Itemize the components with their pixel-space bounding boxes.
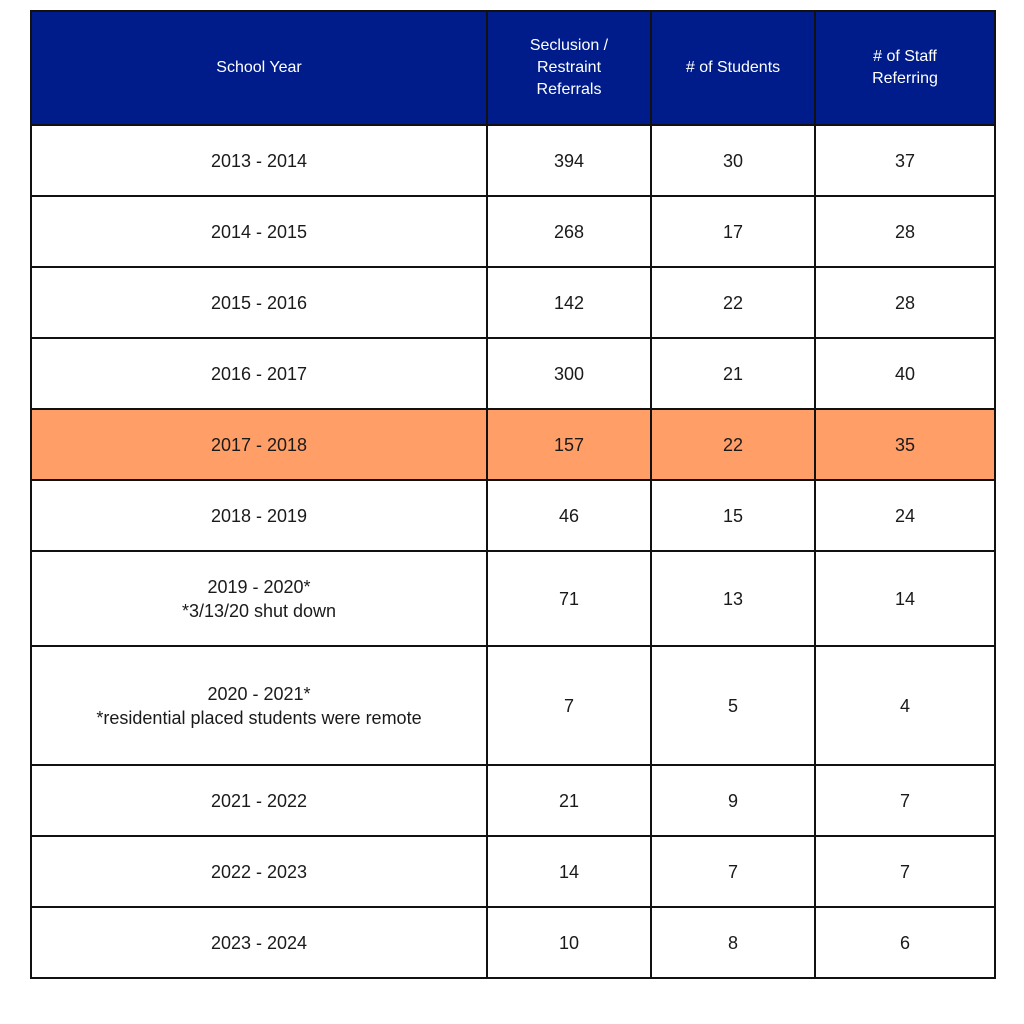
- cell-staff: 24: [815, 480, 995, 551]
- cell-referrals: 157: [487, 409, 651, 480]
- header-referrals-line-2: Restraint: [536, 59, 602, 76]
- cell-staff: 7: [815, 836, 995, 907]
- cell-referrals: 7: [487, 646, 651, 765]
- cell-school-year: [31, 338, 487, 409]
- cell-students: 30: [651, 125, 815, 196]
- school-year-note: *residential placed students were remote: [96, 707, 422, 728]
- school-year-value: 2020 - 2021*: [207, 683, 311, 704]
- table-row: [31, 836, 995, 907]
- cell-students: 22: [651, 409, 815, 480]
- cell-school-year: [31, 551, 487, 646]
- header-referrals: [487, 11, 651, 125]
- cell-staff: 35: [815, 409, 995, 480]
- cell-staff: 40: [815, 338, 995, 409]
- cell-school-year: [31, 836, 487, 907]
- cell-staff: 4: [815, 646, 995, 765]
- cell-school-year: [31, 409, 487, 480]
- cell-students: 7: [651, 836, 815, 907]
- cell-staff: 37: [815, 125, 995, 196]
- header-referrals-line-1: Seclusion /: [529, 37, 609, 54]
- table-row: [31, 125, 995, 196]
- cell-referrals: 21: [487, 765, 651, 836]
- cell-students: 17: [651, 196, 815, 267]
- cell-students: 8: [651, 907, 815, 978]
- cell-referrals: 142: [487, 267, 651, 338]
- school-year-value: 2019 - 2020*: [207, 576, 311, 597]
- cell-students: 9: [651, 765, 815, 836]
- cell-referrals: 268: [487, 196, 651, 267]
- data-table-container: [30, 10, 994, 979]
- header-school-year-label: School Year: [216, 59, 302, 76]
- header-students: [651, 11, 815, 125]
- cell-referrals: 10: [487, 907, 651, 978]
- school-year-value: 2015 - 2016: [210, 292, 308, 313]
- cell-staff: 7: [815, 765, 995, 836]
- school-year-value: 2013 - 2014: [210, 150, 308, 171]
- cell-students: 13: [651, 551, 815, 646]
- cell-school-year: [31, 267, 487, 338]
- cell-school-year: [31, 125, 487, 196]
- header-staff: [815, 11, 995, 125]
- header-staff-line-1: # of Staff: [873, 48, 937, 65]
- table-row: [31, 765, 995, 836]
- cell-students: 15: [651, 480, 815, 551]
- header-students-label: # of Students: [685, 59, 781, 76]
- school-year-value: 2023 - 2024: [210, 932, 308, 953]
- table-row: [31, 196, 995, 267]
- cell-school-year: [31, 765, 487, 836]
- cell-referrals: 300: [487, 338, 651, 409]
- header-school-year: [31, 11, 487, 125]
- seclusion-restraint-table: [30, 10, 996, 979]
- table-row: [31, 338, 995, 409]
- header-row: [31, 11, 995, 125]
- cell-school-year: [31, 646, 487, 765]
- school-year-value: 2021 - 2022: [210, 790, 308, 811]
- cell-referrals: 71: [487, 551, 651, 646]
- school-year-value: 2017 - 2018: [210, 434, 308, 455]
- table-row: [31, 267, 995, 338]
- table-header: [31, 11, 995, 125]
- cell-referrals: 14: [487, 836, 651, 907]
- cell-school-year: [31, 907, 487, 978]
- cell-staff: 6: [815, 907, 995, 978]
- table-row: [31, 480, 995, 551]
- table-row: [31, 907, 995, 978]
- cell-school-year: [31, 480, 487, 551]
- cell-referrals: 46: [487, 480, 651, 551]
- cell-referrals: 394: [487, 125, 651, 196]
- cell-students: 21: [651, 338, 815, 409]
- cell-school-year: [31, 196, 487, 267]
- cell-students: 5: [651, 646, 815, 765]
- cell-staff: 14: [815, 551, 995, 646]
- table-row: [31, 551, 995, 646]
- cell-staff: 28: [815, 267, 995, 338]
- header-staff-line-2: Referring: [872, 70, 938, 87]
- school-year-value: 2022 - 2023: [210, 861, 308, 882]
- school-year-value: 2018 - 2019: [210, 505, 308, 526]
- school-year-value: 2014 - 2015: [210, 221, 308, 242]
- table-row: [31, 646, 995, 765]
- school-year-note: *3/13/20 shut down: [181, 600, 337, 621]
- school-year-value: 2016 - 2017: [210, 363, 308, 384]
- table-row: [31, 409, 995, 480]
- table-body: [31, 125, 995, 978]
- cell-staff: 28: [815, 196, 995, 267]
- cell-students: 22: [651, 267, 815, 338]
- header-referrals-line-3: Referrals: [536, 81, 602, 98]
